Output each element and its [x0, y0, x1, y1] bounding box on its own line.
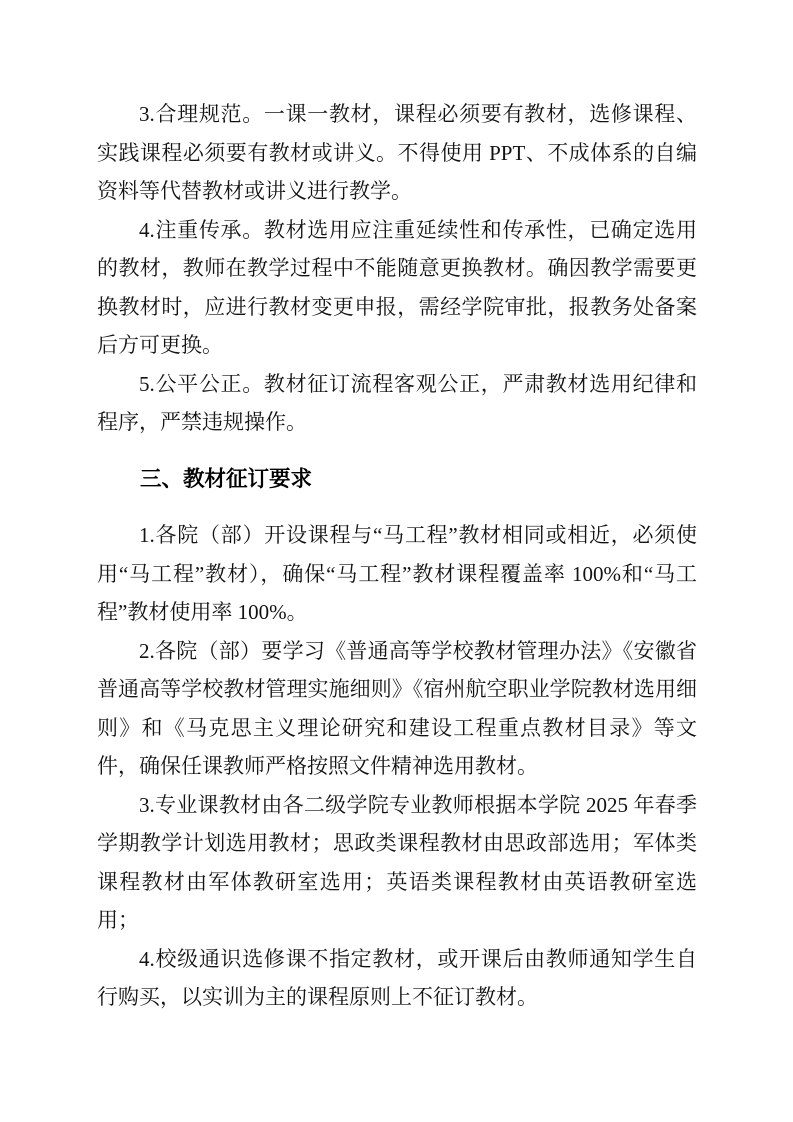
paragraph-rule-3: 3.合理规范。一课一教材，课程必须要有教材，选修课程、实践课程必须要有教材或讲义。不得使用 PPT、不成体系的自编资料等代替教材或讲义进行教学。: [97, 102, 697, 203]
paragraph-rule-4: 4.注重传承。教材选用应注重延续性和传承性，已确定选用的教材，教师在教学过程中不能随意更换教材。确因教学需要更换教材时，应进行教材变更申报，需经学院审批，报教务处备案后方可更换。: [97, 217, 697, 357]
paragraph-rule-5: 5.公平公正。教材征订流程客观公正，严肃教材选用纪律和程序，严禁违规操作。: [97, 371, 697, 434]
section-heading: 三、教材征订要求: [140, 466, 313, 491]
paragraph-requirement-2: 2.各院（部）要学习《普通高等学校教材管理办法》《安徽省普通高等学校教材管理实施细则》《宿州航空职业学院教材选用细则》和《马克思主义理论研究和建设工程重点教材目录》等文件，确保任课教师严格按照文件精神选用教材。: [97, 638, 697, 778]
paragraph-requirement-4: 4.校级通识选修课不指定教材，或开课后由教师通知学生自行购买，以实训为主的课程原则上不征订教材。: [97, 946, 697, 1009]
paragraph-requirement-3: 3.专业课教材由各二级学院专业教师根据本学院 2025 年春季学期教学计划选用教材；思政类课程教材由思政部选用；军体类课程教材由军体教研室选用；英语类课程教材由英语教研室选用；: [97, 792, 697, 932]
paragraph-requirement-1: 1.各院（部）开设课程与“马工程”教材相同或相近，必须使用“马工程”教材），确保“马工程”教材课程覆盖率 100%和“马工程”教材使用率 100%。: [97, 523, 697, 624]
